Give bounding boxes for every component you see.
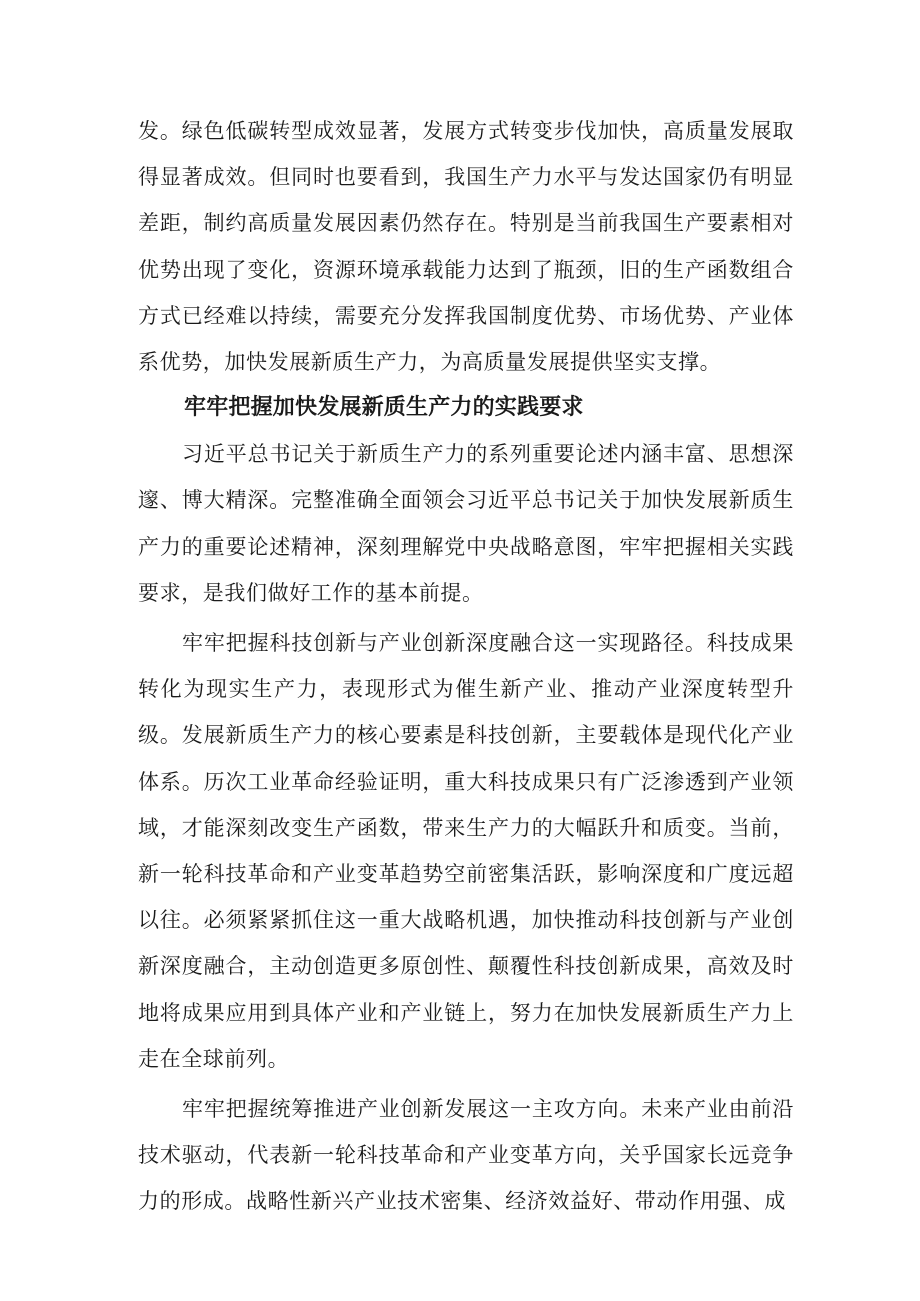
paragraph-continuation: 发。绿色低碳转型成效显著，发展方式转变步伐加快，高质量发展取得显著成效。但同时也要看到，我国生产力水平与发达国家仍有明显差距，制约高质量发展因素仍然存在。特别是当前我国生产要素相对优势出现了变化，资源环境承载能力达到了瓶颈，旧的生产函数组合方式已经难以持续，需要充分发挥我国制度优势、市场优势、产业体系优势，加快发展新质生产力，为高质量发展提供坚实支撑。 <box>138 119 794 375</box>
paragraph-industry-innovation: 牢牢把握统筹推进产业创新发展这一主攻方向。未来产业由前沿技术驱动，代表新一轮科技革命和产业变革方向，关乎国家长远竞争力的形成。战略性新兴产业技术密集、经济效益好、带动作用强、成 <box>138 1097 794 1214</box>
paragraph-intro: 习近平总书记关于新质生产力的系列重要论述内涵丰富、思想深邃、博大精深。完整准确全面领会习近平总书记关于加快发展新质生产力的重要论述精神，深刻理解党中央战略意图，牢牢把握相关实践要求，是我们做好工作的基本前提。 <box>138 442 794 605</box>
paragraph-tech-innovation: 牢牢把握科技创新与产业创新深度融合这一实现路径。科技成果转化为现实生产力，表现形式为催生新产业、推动产业深度转型升级。发展新质生产力的核心要素是科技创新，主要载体是现代化产业体系。历次工业革命经验证明，重大科技成果只有广泛渗透到产业领域，才能深刻改变生产函数，带来生产力的大幅跃升和质变。当前，新一轮科技革命和产业变革趋势空前密集活跃，影响深度和广度远超以往。必须紧紧抓住这一重大战略机遇，加快推动科技创新与产业创新深度融合，主动创造更多原创性、颠覆性科技创新成果，高效及时地将成果应用到具体产业和产业链上，努力在加快发展新质生产力上走在全球前列。 <box>138 631 794 1071</box>
section-heading: 牢牢把握加快发展新质生产力的实践要求 <box>184 395 584 421</box>
document-page <box>138 108 794 1225</box>
